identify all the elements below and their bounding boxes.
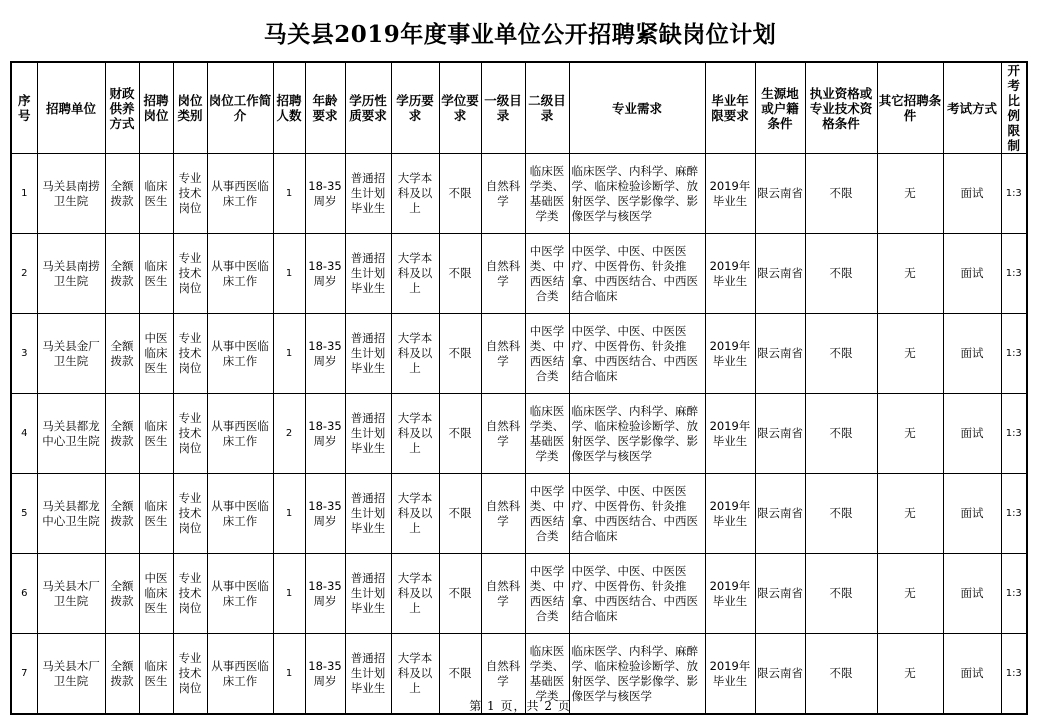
row-number-cell: 1 [11,154,37,234]
major-requirement-cell: 临床医学、内科学、麻醉学、临床检验诊断学、放射医学、医学影像学、影像医学与核医学 [569,634,705,715]
residency-condition-cell: 限云南省 [755,154,805,234]
table-header-row [11,62,1027,154]
row-number-cell: 3 [11,314,37,394]
table-row [11,154,1027,234]
page-title: 马关县2019年度事业单位公开招聘紧缺岗位计划 [263,21,777,48]
education-level-cell: 大学本科及以上 [391,314,439,394]
degree-requirement-cell: 不限 [439,234,481,314]
row-number-cell: 7 [11,634,37,715]
graduation-year-cell: 2019年毕业生 [705,394,755,474]
employer-unit-cell: 马关县金厂卫生院 [37,314,105,394]
header-cell: 二级目录 [525,62,569,154]
header-cell: 考试方式 [943,62,1001,154]
hire-count-cell: 2 [273,394,305,474]
graduation-year-cell: 2019年毕业生 [705,634,755,715]
header-cell: 生源地或户籍条件 [755,62,805,154]
job-post-cell: 临床医生 [139,154,173,234]
other-conditions-cell: 无 [877,554,943,634]
job-description-cell: 从事中医临床工作 [207,474,273,554]
header-cell: 年龄要求 [305,62,345,154]
major-requirement-cell: 中医学、中医、中医医疗、中医骨伤、针灸推拿、中西医结合、中西医结合临床 [569,234,705,314]
degree-requirement-cell: 不限 [439,474,481,554]
hire-count-cell: 1 [273,554,305,634]
qualification-condition-cell: 不限 [805,634,877,715]
header-cell: 毕业年限要求 [705,62,755,154]
header-cell: 开考比例限制 [1001,62,1027,154]
other-conditions-cell: 无 [877,474,943,554]
exam-ratio-cell: 1:3 [1001,474,1027,554]
age-requirement-cell: 18-35周岁 [305,554,345,634]
education-type-cell: 普通招生计划毕业生 [345,554,391,634]
qualification-condition-cell: 不限 [805,554,877,634]
exam-method-cell: 面试 [943,314,1001,394]
header-cell: 财政供养方式 [105,62,139,154]
secondary-category-cell: 中医学类、中西医结合类 [525,234,569,314]
hire-count-cell: 1 [273,234,305,314]
job-description-cell: 从事中医临床工作 [207,554,273,634]
funding-type-cell: 全额拨款 [105,314,139,394]
primary-category-cell: 自然科学 [481,314,525,394]
education-type-cell: 普通招生计划毕业生 [345,234,391,314]
exam-method-cell: 面试 [943,634,1001,715]
secondary-category-cell: 中医学类、中西医结合类 [525,554,569,634]
exam-ratio-cell: 1:3 [1001,554,1027,634]
primary-category-cell: 自然科学 [481,474,525,554]
education-type-cell: 普通招生计划毕业生 [345,314,391,394]
employer-unit-cell: 马关县木厂卫生院 [37,554,105,634]
age-requirement-cell: 18-35周岁 [305,314,345,394]
job-description-cell: 从事中医临床工作 [207,314,273,394]
employer-unit-cell: 马关县都龙中心卫生院 [37,394,105,474]
exam-ratio-cell: 1:3 [1001,154,1027,234]
funding-type-cell: 全额拨款 [105,554,139,634]
table-body [11,154,1027,715]
post-category-cell: 专业技术岗位 [173,154,207,234]
major-requirement-cell: 临床医学、内科学、麻醉学、临床检验诊断学、放射医学、医学影像学、影像医学与核医学 [569,154,705,234]
education-type-cell: 普通招生计划毕业生 [345,154,391,234]
primary-category-cell: 自然科学 [481,154,525,234]
row-number-cell: 5 [11,474,37,554]
age-requirement-cell: 18-35周岁 [305,634,345,715]
header-cell: 学历性质要求 [345,62,391,154]
post-category-cell: 专业技术岗位 [173,314,207,394]
primary-category-cell: 自然科学 [481,634,525,715]
other-conditions-cell: 无 [877,314,943,394]
education-type-cell: 普通招生计划毕业生 [345,474,391,554]
major-requirement-cell: 临床医学、内科学、麻醉学、临床检验诊断学、放射医学、医学影像学、影像医学与核医学 [569,394,705,474]
primary-category-cell: 自然科学 [481,234,525,314]
exam-method-cell: 面试 [943,394,1001,474]
major-requirement-cell: 中医学、中医、中医医疗、中医骨伤、针灸推拿、中西医结合、中西医结合临床 [569,314,705,394]
secondary-category-cell: 临床医学类、基础医学类 [525,634,569,715]
other-conditions-cell: 无 [877,154,943,234]
residency-condition-cell: 限云南省 [755,234,805,314]
row-number-cell: 2 [11,234,37,314]
header-cell: 其它招聘条件 [877,62,943,154]
exam-method-cell: 面试 [943,154,1001,234]
education-level-cell: 大学本科及以上 [391,554,439,634]
major-requirement-cell: 中医学、中医、中医医疗、中医骨伤、针灸推拿、中西医结合、中西医结合临床 [569,474,705,554]
row-number-cell: 6 [11,554,37,634]
header-cell: 一级目录 [481,62,525,154]
hire-count-cell: 1 [273,634,305,715]
education-level-cell: 大学本科及以上 [391,394,439,474]
major-requirement-cell: 中医学、中医、中医医疗、中医骨伤、针灸推拿、中西医结合、中西医结合临床 [569,554,705,634]
exam-method-cell: 面试 [943,554,1001,634]
employer-unit-cell: 马关县木厂卫生院 [37,634,105,715]
graduation-year-cell: 2019年毕业生 [705,474,755,554]
job-post-cell: 中医临床医生 [139,554,173,634]
post-category-cell: 专业技术岗位 [173,634,207,715]
employer-unit-cell: 马关县都龙中心卫生院 [37,474,105,554]
graduation-year-cell: 2019年毕业生 [705,554,755,634]
table-row [11,234,1027,314]
exam-method-cell: 面试 [943,234,1001,314]
funding-type-cell: 全额拨款 [105,234,139,314]
job-post-cell: 临床医生 [139,234,173,314]
hire-count-cell: 1 [273,154,305,234]
graduation-year-cell: 2019年毕业生 [705,314,755,394]
employer-unit-cell: 马关县南捞卫生院 [37,234,105,314]
degree-requirement-cell: 不限 [439,314,481,394]
header-cell: 学历要求 [391,62,439,154]
qualification-condition-cell: 不限 [805,474,877,554]
degree-requirement-cell: 不限 [439,154,481,234]
funding-type-cell: 全额拨款 [105,634,139,715]
secondary-category-cell: 临床医学类、基础医学类 [525,394,569,474]
employer-unit-cell: 马关县南捞卫生院 [37,154,105,234]
job-description-cell: 从事西医临床工作 [207,154,273,234]
residency-condition-cell: 限云南省 [755,474,805,554]
job-post-cell: 临床医生 [139,394,173,474]
education-type-cell: 普通招生计划毕业生 [345,634,391,715]
exam-ratio-cell: 1:3 [1001,234,1027,314]
funding-type-cell: 全额拨款 [105,154,139,234]
header-cell: 招聘人数 [273,62,305,154]
other-conditions-cell: 无 [877,234,943,314]
job-description-cell: 从事西医临床工作 [207,634,273,715]
graduation-year-cell: 2019年毕业生 [705,234,755,314]
residency-condition-cell: 限云南省 [755,394,805,474]
table-row [11,394,1027,474]
header-cell: 岗位类别 [173,62,207,154]
degree-requirement-cell: 不限 [439,634,481,715]
job-post-cell: 临床医生 [139,474,173,554]
header-cell: 序号 [11,62,37,154]
table-row [11,474,1027,554]
header-cell: 专业需求 [569,62,705,154]
post-category-cell: 专业技术岗位 [173,394,207,474]
job-post-cell: 中医临床医生 [139,314,173,394]
qualification-condition-cell: 不限 [805,314,877,394]
recruitment-plan-table [10,61,1028,715]
education-type-cell: 普通招生计划毕业生 [345,394,391,474]
header-cell: 学位要求 [439,62,481,154]
age-requirement-cell: 18-35周岁 [305,234,345,314]
other-conditions-cell: 无 [877,394,943,474]
hire-count-cell: 1 [273,474,305,554]
job-description-cell: 从事西医临床工作 [207,394,273,474]
exam-ratio-cell: 1:3 [1001,314,1027,394]
header-cell: 执业资格或专业技术资格条件 [805,62,877,154]
residency-condition-cell: 限云南省 [755,634,805,715]
job-post-cell: 临床医生 [139,634,173,715]
funding-type-cell: 全额拨款 [105,394,139,474]
age-requirement-cell: 18-35周岁 [305,394,345,474]
degree-requirement-cell: 不限 [439,394,481,474]
residency-condition-cell: 限云南省 [755,314,805,394]
education-level-cell: 大学本科及以上 [391,154,439,234]
row-number-cell: 4 [11,394,37,474]
qualification-condition-cell: 不限 [805,394,877,474]
post-category-cell: 专业技术岗位 [173,554,207,634]
secondary-category-cell: 中医学类、中西医结合类 [525,474,569,554]
funding-type-cell: 全额拨款 [105,474,139,554]
post-category-cell: 专业技术岗位 [173,234,207,314]
page-footer: 第 1 页，共 2 页 [469,699,571,713]
other-conditions-cell: 无 [877,634,943,715]
primary-category-cell: 自然科学 [481,554,525,634]
degree-requirement-cell: 不限 [439,554,481,634]
qualification-condition-cell: 不限 [805,154,877,234]
exam-method-cell: 面试 [943,474,1001,554]
post-category-cell: 专业技术岗位 [173,474,207,554]
age-requirement-cell: 18-35周岁 [305,474,345,554]
graduation-year-cell: 2019年毕业生 [705,154,755,234]
header-cell: 岗位工作简介 [207,62,273,154]
education-level-cell: 大学本科及以上 [391,634,439,715]
exam-ratio-cell: 1:3 [1001,394,1027,474]
secondary-category-cell: 中医学类、中西医结合类 [525,314,569,394]
header-cell: 招聘岗位 [139,62,173,154]
education-level-cell: 大学本科及以上 [391,474,439,554]
age-requirement-cell: 18-35周岁 [305,154,345,234]
secondary-category-cell: 临床医学类、基础医学类 [525,154,569,234]
primary-category-cell: 自然科学 [481,394,525,474]
qualification-condition-cell: 不限 [805,234,877,314]
exam-ratio-cell: 1:3 [1001,634,1027,715]
residency-condition-cell: 限云南省 [755,554,805,634]
education-level-cell: 大学本科及以上 [391,234,439,314]
hire-count-cell: 1 [273,314,305,394]
table-row [11,554,1027,634]
table-row [11,314,1027,394]
header-cell: 招聘单位 [37,62,105,154]
job-description-cell: 从事中医临床工作 [207,234,273,314]
